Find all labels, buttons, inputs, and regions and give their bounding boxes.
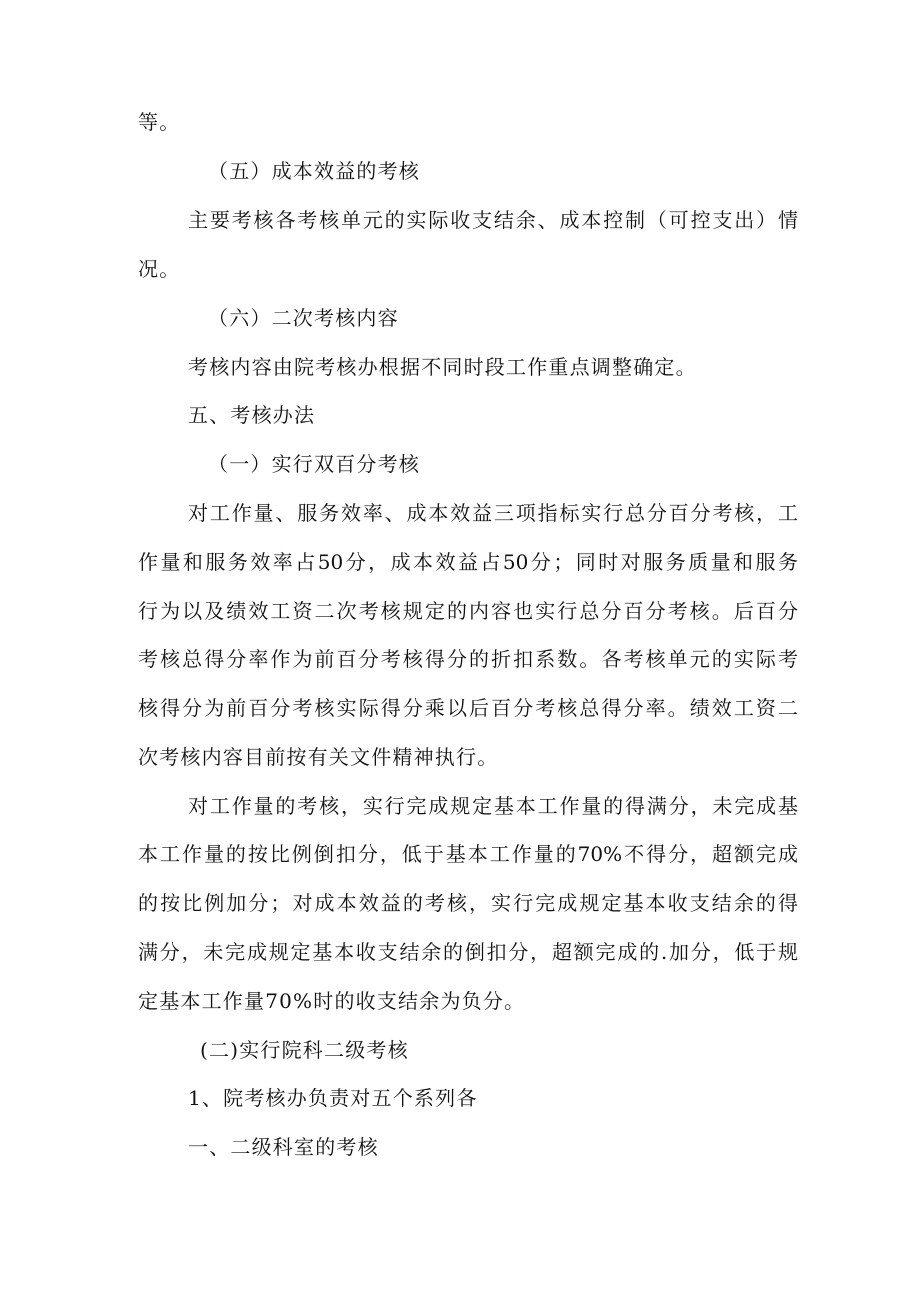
paragraph-line: 次考核内容目前按有关文件精神执行。 — [138, 745, 499, 769]
paragraph-line: 对工作量的考核，实行完成规定基本工作量的得满分，未完成基 — [188, 794, 798, 818]
paragraph-line: 一、二级科室的考核 — [188, 1135, 379, 1159]
paragraph-line: 等。 — [138, 110, 181, 134]
section-heading: （一）实行双百分考核 — [208, 452, 420, 476]
paragraph-line: 1、院考核办负责对五个系列各 — [188, 1086, 478, 1110]
paragraph-line: 定基本工作量70%时的收支结余为负分。 — [138, 989, 526, 1013]
paragraph-line: 考核内容由院考核办根据不同时段工作重点调整确定。 — [188, 355, 697, 379]
paragraph-line: 作量和服务效率占50分，成本效益占50分；同时对服务质量和服务 — [138, 550, 798, 574]
section-heading: (二)实行院科二级考核 — [200, 1038, 409, 1062]
section-heading: （五）成本效益的考核 — [208, 159, 420, 183]
paragraph-line: 对工作量、服务效率、成本效益三项指标实行总分百分考核，工 — [188, 501, 798, 525]
paragraph-line: 的按比例加分；对成本效益的考核，实行完成规定基本收支结余的得 — [138, 891, 798, 915]
section-heading: （六）二次考核内容 — [208, 306, 399, 330]
paragraph-line: 核得分为前百分考核实际得分乘以后百分考核总得分率。绩效工资二 — [138, 696, 798, 720]
paragraph-line: 本工作量的按比例倒扣分，低于基本工作量的70%不得分，超额完成 — [138, 842, 798, 866]
paragraph-line: 行为以及绩效工资二次考核规定的内容也实行总分百分考核。后百分 — [138, 599, 798, 623]
paragraph-line: 况。 — [138, 257, 181, 281]
paragraph-line: 满分，未完成规定基本收支结余的倒扣分，超额完成的.加分，低于规 — [138, 940, 798, 964]
paragraph-line: 考核总得分率作为前百分考核得分的折扣系数。各考核单元的实际考 — [138, 647, 798, 671]
paragraph-line: 主要考核各考核单元的实际收支结余、成本控制（可控支出）情 — [188, 208, 798, 232]
chapter-heading: 五、考核办法 — [188, 403, 316, 427]
